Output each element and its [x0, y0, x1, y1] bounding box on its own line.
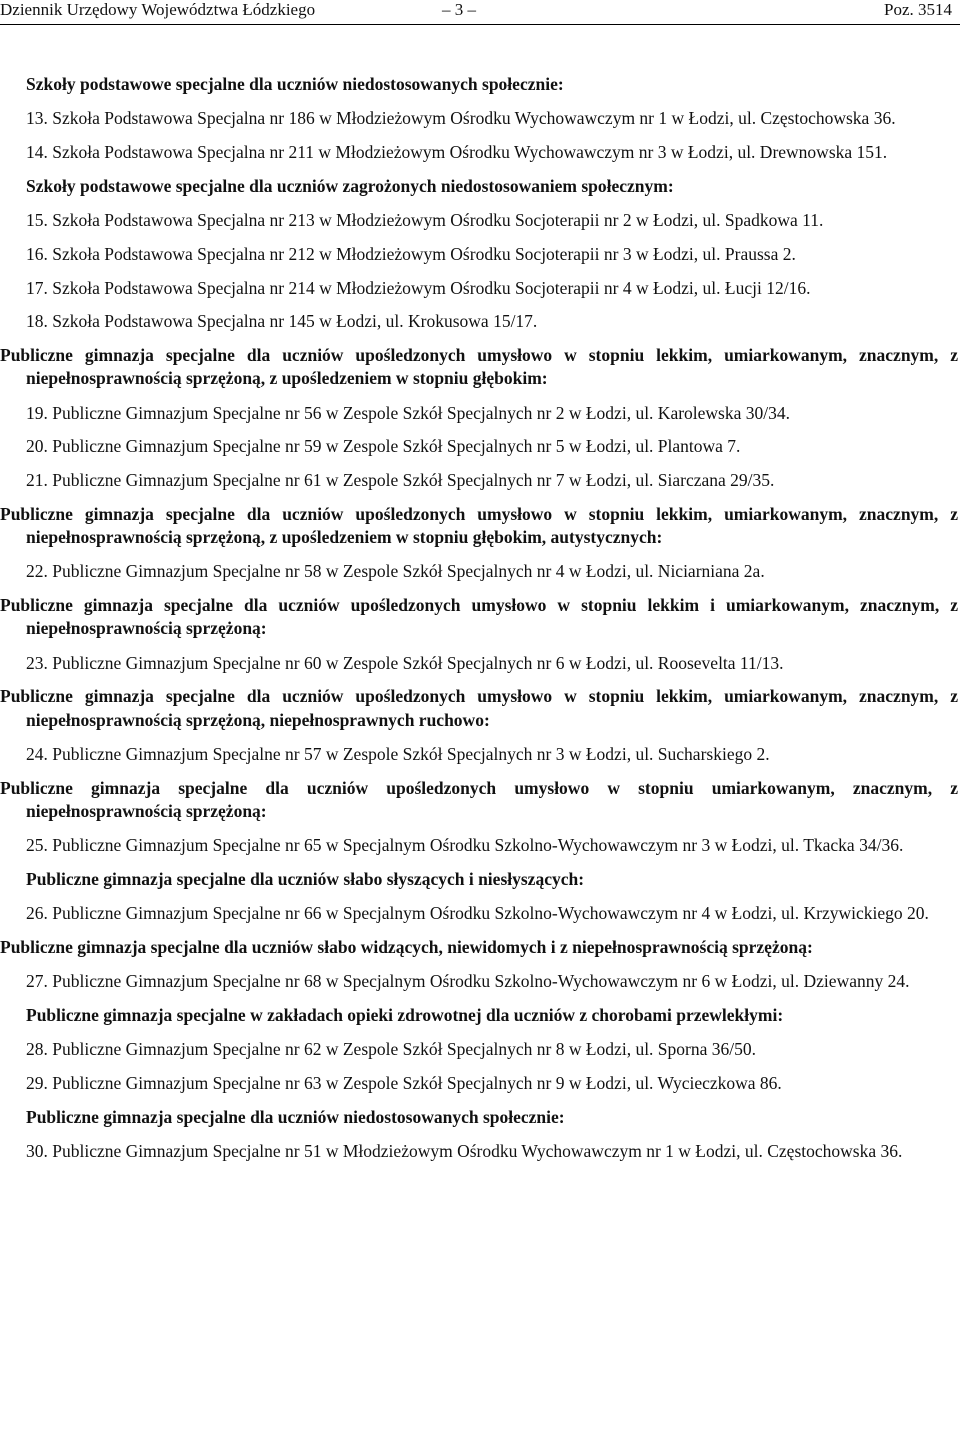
section-heading: Publiczne gimnazja specjalne w zakładach opieki zdrowotnej dla uczniów z chorobami przewlekłymi: — [26, 1004, 784, 1025]
section — [0, 594, 958, 675]
list-item: 17. Szkoła Podstawowa Specjalna nr 214 w Młodzieżowym Ośrodku Socjoterapii nr 4 w Łodzi, ul. Łucji 12/16. — [26, 277, 811, 298]
list-item: 21. Publiczne Gimnazjum Specjalne nr 61 w Zespole Szkół Specjalnych nr 7 w Łodzi, ul. Siarczana 29/35. — [26, 470, 775, 491]
section — [26, 175, 958, 334]
section-heading: Szkoły podstawowe specjalne dla uczniów niedostosowanych społecznie: — [26, 74, 564, 94]
list-item: 15. Szkoła Podstawowa Specjalna nr 213 w Młodzieżowym Ośrodku Socjoterapii nr 2 w Łodzi, ul. Spadkowa 11. — [26, 210, 824, 230]
list-item: 26. Publiczne Gimnazjum Specjalne nr 66 w Specjalnym Ośrodku Szkolno-Wychowawczym nr 4 w Łodzi, ul. Krzywickiego 20. — [26, 903, 929, 923]
section-heading: Publiczne gimnazja specjalne dla uczniów upośledzonych umysłowo w stopniu lekkim i umiarkowanym, znacznym, z niepełnosprawnością sprzężoną: — [0, 595, 958, 639]
section — [0, 685, 958, 766]
section — [26, 1004, 958, 1095]
list-item: 22. Publiczne Gimnazjum Specjalne nr 58 w Zespole Szkół Specjalnych nr 4 w Łodzi, ul. Niciarniana 2a. — [26, 561, 765, 582]
section — [26, 1106, 958, 1163]
page-number: – 3 – — [442, 0, 476, 19]
journal-title: Dziennik Urzędowy Województwa Łódzkiego — [0, 0, 316, 19]
section-heading: Publiczne gimnazja specjalne dla uczniów upośledzonych umysłowo w stopniu umiarkowanym, znacznym, z niepełnosprawnością sprzężoną: — [0, 777, 958, 821]
section-heading: Publiczne gimnazja specjalne dla uczniów słabo słyszących i niesłyszących: — [26, 868, 585, 889]
list-item: 23. Publiczne Gimnazjum Specjalne nr 60 w Zespole Szkół Specjalnych nr 6 w Łodzi, ul. Roosevelta 11/13. — [26, 652, 784, 673]
list-item: 28. Publiczne Gimnazjum Specjalne nr 62 w Zespole Szkół Specjalnych nr 8 w Łodzi, ul. Sporna 36/50. — [26, 1039, 756, 1059]
list-item: 16. Szkoła Podstawowa Specjalna nr 212 w Młodzieżowym Ośrodku Socjoterapii nr 3 w Łodzi, ul. Praussa 2. — [26, 243, 796, 264]
page-header — [0, 0, 960, 22]
section-heading: Publiczne gimnazja specjalne dla uczniów niedostosowanych społecznie: — [26, 1106, 565, 1127]
section — [26, 868, 958, 925]
section — [0, 936, 958, 993]
section-heading: Publiczne gimnazja specjalne dla uczniów upośledzonych umysłowo w stopniu lekkim, umiarkowanym, znacznym, z niepełnosprawnością sprzężoną, niepełnosprawnych ruchowo: — [0, 686, 958, 730]
header-rule — [0, 24, 960, 25]
section-heading: Publiczne gimnazja specjalne dla uczniów upośledzonych umysłowo w stopniu lekkim, umiarkowanym, znacznym, z niepełnosprawnością sprzężoną, z upośledzeniem w stopniu głębokim: — [0, 345, 958, 389]
list-item: 19. Publiczne Gimnazjum Specjalne nr 56 w Zespole Szkół Specjalnych nr 2 w Łodzi, ul. Karolewska 30/34. — [26, 402, 790, 423]
section — [26, 73, 958, 164]
list-item: 14. Szkoła Podstawowa Specjalna nr 211 w Młodzieżowym Ośrodku Wychowawczym nr 3 w Łodzi, ul. Drewnowska 151. — [26, 142, 888, 162]
list-item: 24. Publiczne Gimnazjum Specjalne nr 57 w Zespole Szkół Specjalnych nr 3 w Łodzi, ul. Sucharskiego 2. — [26, 743, 770, 764]
list-item: 30. Publiczne Gimnazjum Specjalne nr 51 w Młodzieżowym Ośrodku Wychowawczym nr 1 w Łodzi, ul. Częstochowska 36. — [26, 1140, 903, 1161]
list-item: 20. Publiczne Gimnazjum Specjalne nr 59 w Zespole Szkół Specjalnych nr 5 w Łodzi, ul. Plantowa 7. — [26, 436, 741, 457]
section — [0, 344, 958, 492]
section-heading: Publiczne gimnazja specjalne dla uczniów słabo widzących, niewidomych i z niepełnosprawnością sprzężoną: — [0, 936, 813, 957]
list-item: 25. Publiczne Gimnazjum Specjalne nr 65 w Specjalnym Ośrodku Szkolno-Wychowawczym nr 3 w Łodzi, ul. Tkacka 34/36. — [26, 835, 904, 855]
section-heading: Szkoły podstawowe specjalne dla uczniów zagrożonych niedostosowaniem społecznym: — [26, 175, 674, 196]
document-body — [0, 73, 958, 1174]
section-heading: Publiczne gimnazja specjalne dla uczniów upośledzonych umysłowo w stopniu lekkim, umiarkowanym, znacznym, z niepełnosprawnością sprzężoną, z upośledzeniem w stopniu głębokim, autystycznych: — [0, 503, 958, 548]
position-number: Poz. 3514 — [884, 0, 952, 19]
section — [0, 503, 958, 584]
list-item: 27. Publiczne Gimnazjum Specjalne nr 68 w Specjalnym Ośrodku Szkolno-Wychowawczym nr 6 w Łodzi, ul. Dziewanny 24. — [26, 971, 910, 991]
list-item: 13. Szkoła Podstawowa Specjalna nr 186 w Młodzieżowym Ośrodku Wychowawczym nr 1 w Łodzi, ul. Częstochowska 36. — [26, 108, 896, 129]
list-item: 18. Szkoła Podstawowa Specjalna nr 145 w Łodzi, ul. Krokusowa 15/17. — [26, 311, 538, 332]
section — [0, 777, 958, 858]
list-item: 29. Publiczne Gimnazjum Specjalne nr 63 w Zespole Szkół Specjalnych nr 9 w Łodzi, ul. Wycieczkowa 86. — [26, 1072, 782, 1093]
